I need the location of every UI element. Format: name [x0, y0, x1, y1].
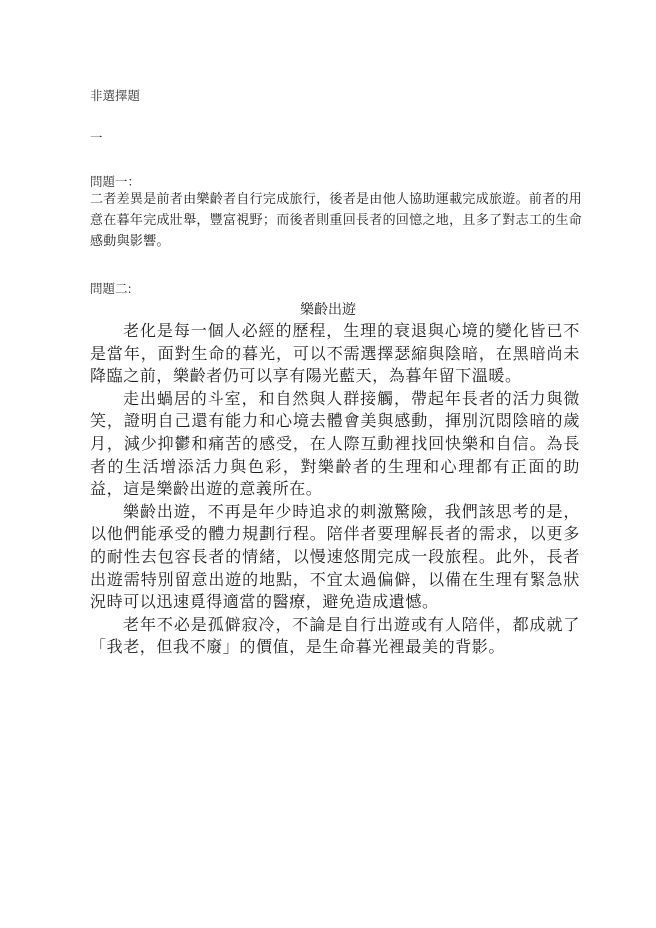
section-header: 非選擇題: [90, 88, 141, 103]
question2-label: 問題二:: [90, 281, 132, 296]
essay-paragraph: 樂齡出遊，不再是年少時追求的刺激驚險，我們該思考的是，以他們能承受的體力規劃行程。陪伴者要理解長者的需求，以更多的耐性去包容長者的情緒，以慢速悠閒完成一段旅程。此外，長者出遊需特別留意出遊的地點，不宜太過偏僻，以備在生理有緊急狀況時可以迅速覓得適當的醫療，避免造成遺憾。: [90, 501, 580, 612]
essay-body: [90, 320, 580, 659]
essay-paragraph: 老年不必是孤僻寂冷，不論是自行出遊或有人陪伴，都成就了「我老，但我不廢」的價值，是生命暮光裡最美的背影。: [90, 614, 580, 657]
question1-answer: 二者差異是前者由樂齡者自行完成旅行，後者是由他人協助運載完成旅遊。前者的用意在暮年完成壯舉，豐富視野；而後者則重回長者的回憶之地，且多了對志工的生命感動與影響。: [90, 192, 583, 249]
essay-paragraph: 老化是每一個人必經的歷程，生理的衰退與心境的變化皆已不是當年，面對生命的暮光，可以不需選擇瑟縮與陰暗，在黑暗尚未降臨之前，樂齡者仍可以享有陽光藍天，為暮年留下溫暖。: [90, 321, 580, 386]
essay-title: 樂齡出遊: [300, 302, 356, 318]
question1-label: 問題一：: [90, 174, 141, 189]
section-number: 一: [90, 130, 103, 145]
essay-paragraph: 走出蝸居的斗室，和自然與人群接觸，帶起年長者的活力與微笑，證明自己還有能力和心境去體會美與感動，揮別沉悶陰暗的歲月，減少抑鬱和痛苦的感受，在人際互動裡找回快樂和自信。為長者的生活增添活力與色彩，對樂齡者的生理和心理都有正面的助益，這是樂齡出遊的意義所在。: [90, 388, 580, 499]
